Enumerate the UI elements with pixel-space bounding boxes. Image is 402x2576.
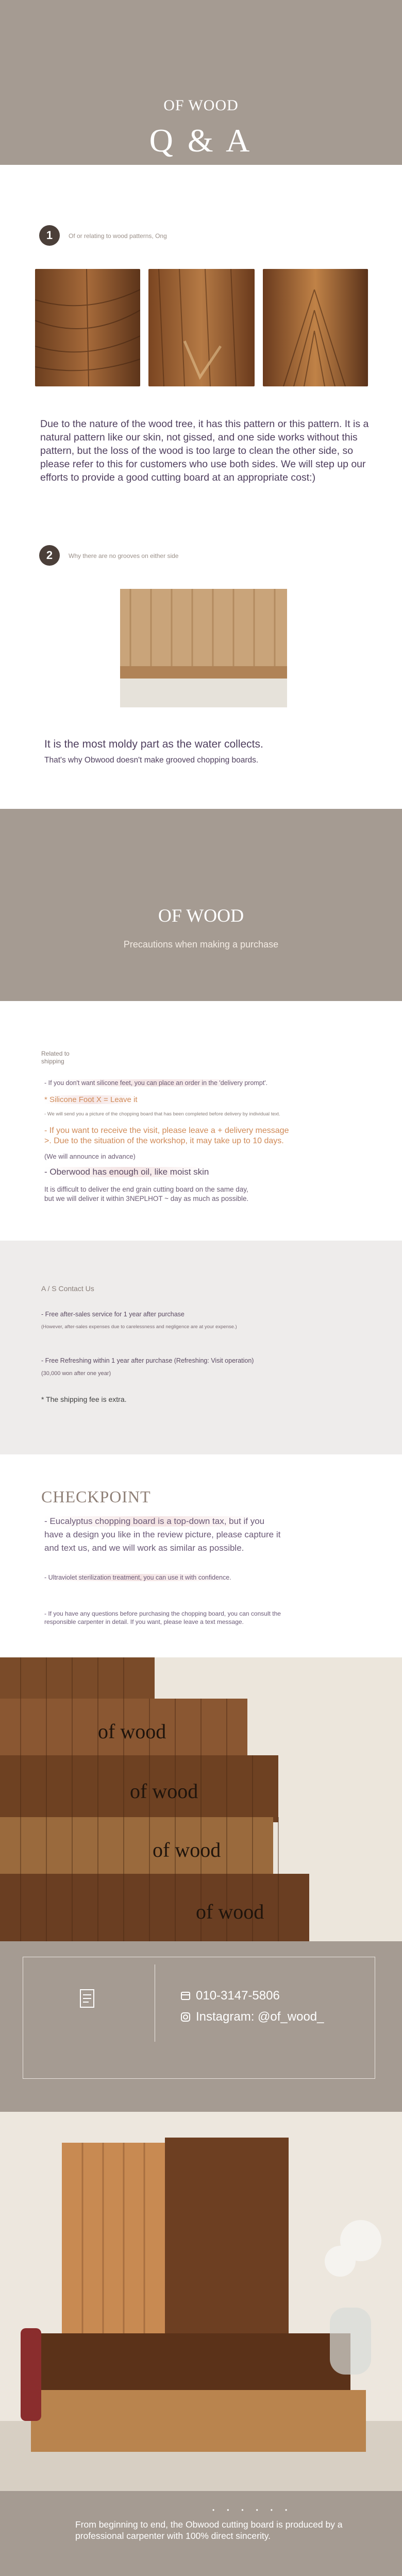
- contact-phone[interactable]: 010-3147-5806: [196, 1989, 280, 2003]
- question-1-answer: Due to the nature of the wood tree, it has this pattern or this pattern. It is a natural pattern like our skin, not gissed, and one side works without this pattern, but the loss of the wood is too large to clean the other side, so please refer to this for customers who use both sides. We will step up our efforts to provide a good cutting board at an appropriate cost:): [40, 418, 369, 483]
- shipping-line-3: - We will send you a picture of the chopping board that has been completed before delivery by individual text.: [44, 1111, 280, 1117]
- after-sales-line-3: - Free Refreshing within 1 year after purchase (Refreshing: Visit operation): [41, 1357, 254, 1364]
- shipping-label-line-1: Related to: [41, 1050, 70, 1057]
- question-caption: Why there are no grooves on either side: [69, 552, 179, 560]
- board-engraving-3: of wood: [153, 1838, 221, 1861]
- instagram-icon: [180, 2012, 191, 2022]
- shipping-line-8: It is difficult to deliver the end grain cutting board on the same day,: [44, 1185, 248, 1193]
- contact-instagram[interactable]: Instagram: @of_wood_: [196, 2010, 324, 2024]
- checkpoint-line-4: - Ultraviolet sterilization treatment, you can use it with confidence.: [44, 1574, 231, 1581]
- decorative-dots: ••••••: [212, 2506, 300, 2514]
- shipping-line-5: >. Due to the situation of the workshop, it may take up to 10 days.: [44, 1137, 284, 1145]
- shipping-line-4: - If you want to receive the visit, please leave a + delivery message: [44, 1126, 289, 1135]
- board-engraving-2: of wood: [130, 1780, 198, 1803]
- shipping-section: [0, 1001, 402, 1241]
- board-stack-illustration: [0, 1657, 402, 1941]
- shipping-line-6: (We will announce in advance): [44, 1153, 136, 1160]
- after-sales-line-5: * The shipping fee is extra.: [41, 1395, 127, 1403]
- shipping-line-2: * Silicone Foot X = Leave it: [44, 1095, 138, 1104]
- footer: [0, 2491, 402, 2576]
- contact-section: [0, 1941, 402, 2112]
- checkpoint-line-5: - If you have any questions before purchasing the chopping board, you can consult the: [44, 1610, 281, 1617]
- after-sales-line-2: (However, after-sales expenses due to carelessness and negligence are at your expense.): [41, 1324, 237, 1330]
- phone-icon: [180, 1991, 191, 2001]
- wood-pattern-photo-2: [148, 269, 255, 386]
- question-2-answer-main: It is the most moldy part as the water collects.: [44, 738, 263, 750]
- after-sales-section: [0, 1241, 402, 1454]
- page-title: Q & A: [149, 122, 253, 159]
- after-sales-line-1: - Free after-sales service for 1 year after purchase: [41, 1311, 185, 1318]
- question-2-answer-sub: That's why Obwood doesn't make grooved chopping boards.: [44, 756, 259, 765]
- checkpoint-line-6: responsible carpenter in detail. If you want, please leave a text message.: [44, 1618, 244, 1625]
- cutting-board-photo: [120, 589, 287, 707]
- document-icon: [77, 1988, 98, 2012]
- precautions-subtitle: Precautions when making a purchase: [123, 939, 279, 950]
- shipping-line-7: - Oberwood has enough oil, like moist skin: [44, 1167, 209, 1177]
- shipping-label-line-2: shipping: [41, 1058, 64, 1065]
- brand-title: OF WOOD: [163, 97, 239, 114]
- wood-pattern-photo-1: [35, 269, 140, 386]
- question-number-badge: 2: [39, 545, 60, 566]
- checkpoint-line-1: - Eucalyptus chopping board is a top-down tax, but if you: [44, 1516, 265, 1526]
- checkpoint-line-3: and text us, and we will work as similar as possible.: [44, 1543, 244, 1553]
- question-1-section: [0, 165, 402, 417]
- checkpoint-title: CHECKPOINT: [41, 1487, 151, 1506]
- question-1-answer-section: [0, 417, 402, 545]
- after-sales-title: A / S Contact Us: [41, 1284, 94, 1293]
- product-photo: [0, 2112, 402, 2491]
- wood-pattern-photo-3: [263, 269, 368, 386]
- question-2-section: [0, 545, 402, 809]
- checkpoint-line-2: have a design you like in the review picture, please capture it: [44, 1530, 281, 1539]
- after-sales-line-4: (30,000 won after one year): [41, 1370, 111, 1377]
- shipping-line-1: - If you don't want silicone feet, you can place an order in the 'delivery prompt'.: [44, 1079, 268, 1087]
- shipping-line-9: but we will deliver it within 3NEPLHOT ~ day as much as possible.: [44, 1195, 249, 1202]
- checkpoint-section: [0, 1454, 402, 1657]
- board-stack-photo: [0, 1657, 402, 1941]
- question-number-badge: 1: [39, 225, 60, 246]
- hero-banner: [0, 0, 402, 165]
- precautions-banner: [0, 809, 402, 1001]
- board-engraving-1: of wood: [98, 1720, 166, 1743]
- question-caption: Of or relating to wood patterns, Ong: [69, 232, 167, 240]
- product-illustration: [0, 2112, 402, 2491]
- board-engraving-4: of wood: [196, 1900, 264, 1923]
- footer-text: From beginning to end, the Obwood cutting board is produced by a professional carpenter with 100% direct sincerity.: [75, 2519, 343, 2541]
- precautions-brand: OF WOOD: [158, 905, 244, 926]
